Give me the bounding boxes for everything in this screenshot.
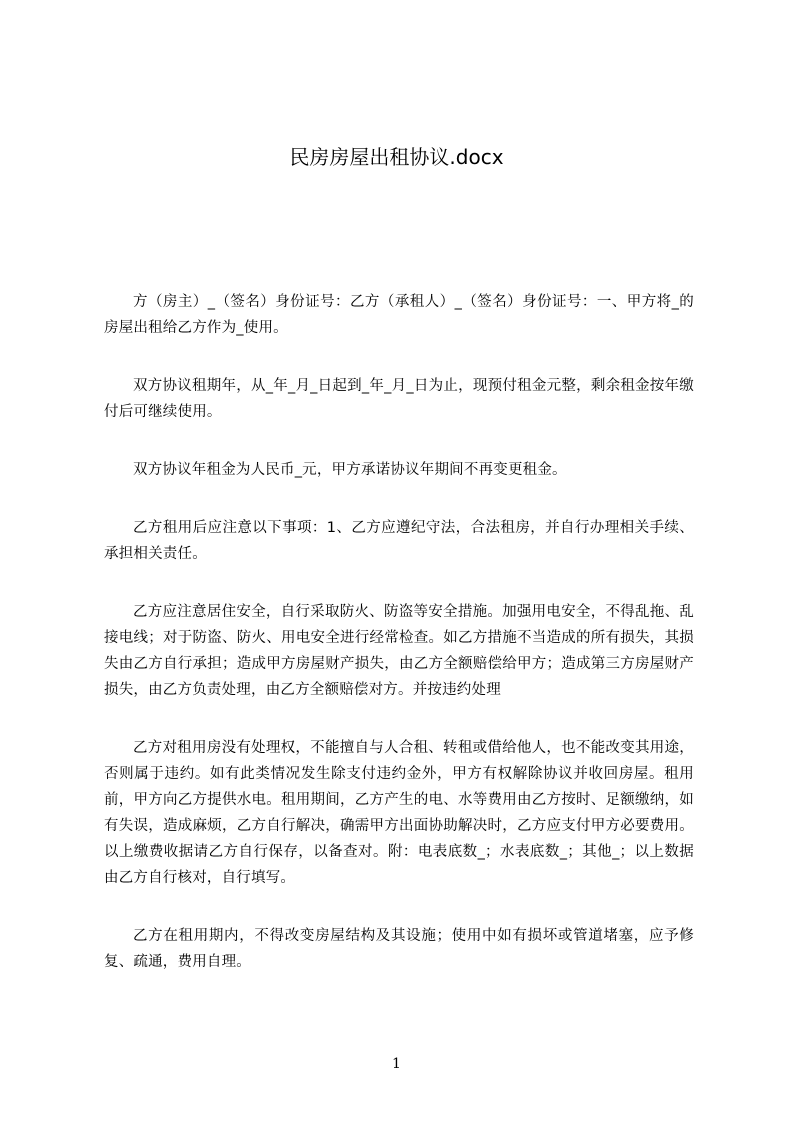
paragraph-lease-term: 双方协议租期年，从_年_月_日起到_年_月_日为止，现预付租金元整，剩余租金按年缴付后可继续使用。 (104, 378, 694, 420)
paragraph-usage-rights: 乙方对租用房没有处理权，不能擅自与人合租、转租或借给他人，也不能改变其用途，否则属于违约。如有此类情况发生除支付违约金外，甲方有权解除协议并收回房屋。租用前，甲方向乙方提供水电。租用期间，乙方产生的电、水等费用由乙方按时、足额缴纳，如有失误，造成麻烦，乙方自行解决，确需甲方出面协助解决时，乙方应支付甲方必要费用。以上缴费收据请乙方自行保存，以备查对。附：电表底数_；水表底数_；其他_；以上数据由乙方自行核对，自行填写。 (104, 740, 694, 886)
paragraph-parties: 方（房主）_（签名）身份证号：乙方（承租人）_（签名）身份证号：一、甲方将_的房屋出租给乙方作为_使用。 (104, 294, 694, 336)
paragraph-tenant-obligations: 乙方租用后应注意以下事项：1、乙方应遵纪守法，合法租房，并自行办理相关手续、承担相关责任。 (104, 520, 694, 562)
page-number: 1 (392, 1056, 401, 1072)
paragraph-annual-rent: 双方协议年租金为人民币_元，甲方承诺协议年期间不再变更租金。 (133, 462, 567, 478)
document-title: 民房房屋出租协议.docx (289, 145, 504, 169)
document-body (104, 289, 694, 1007)
paragraph-safety: 乙方应注意居住安全，自行采取防火、防盗等安全措施。加强用电安全，不得乱拖、乱接电线；对于防盗、防火、用电安全进行经常检查。如乙方措施不当造成的所有损失，其损失由乙方自行承担；造成甲方房屋财产损失，由乙方全额赔偿给甲方；造成第三方房屋财产损失，由乙方负责处理，由乙方全额赔偿对方。并按违约处理 (104, 604, 694, 698)
paragraph-structure: 乙方在租用期内，不得改变房屋结构及其设施；使用中如有损坏或管道堵塞，应予修复、疏通，费用自理。 (104, 928, 694, 970)
